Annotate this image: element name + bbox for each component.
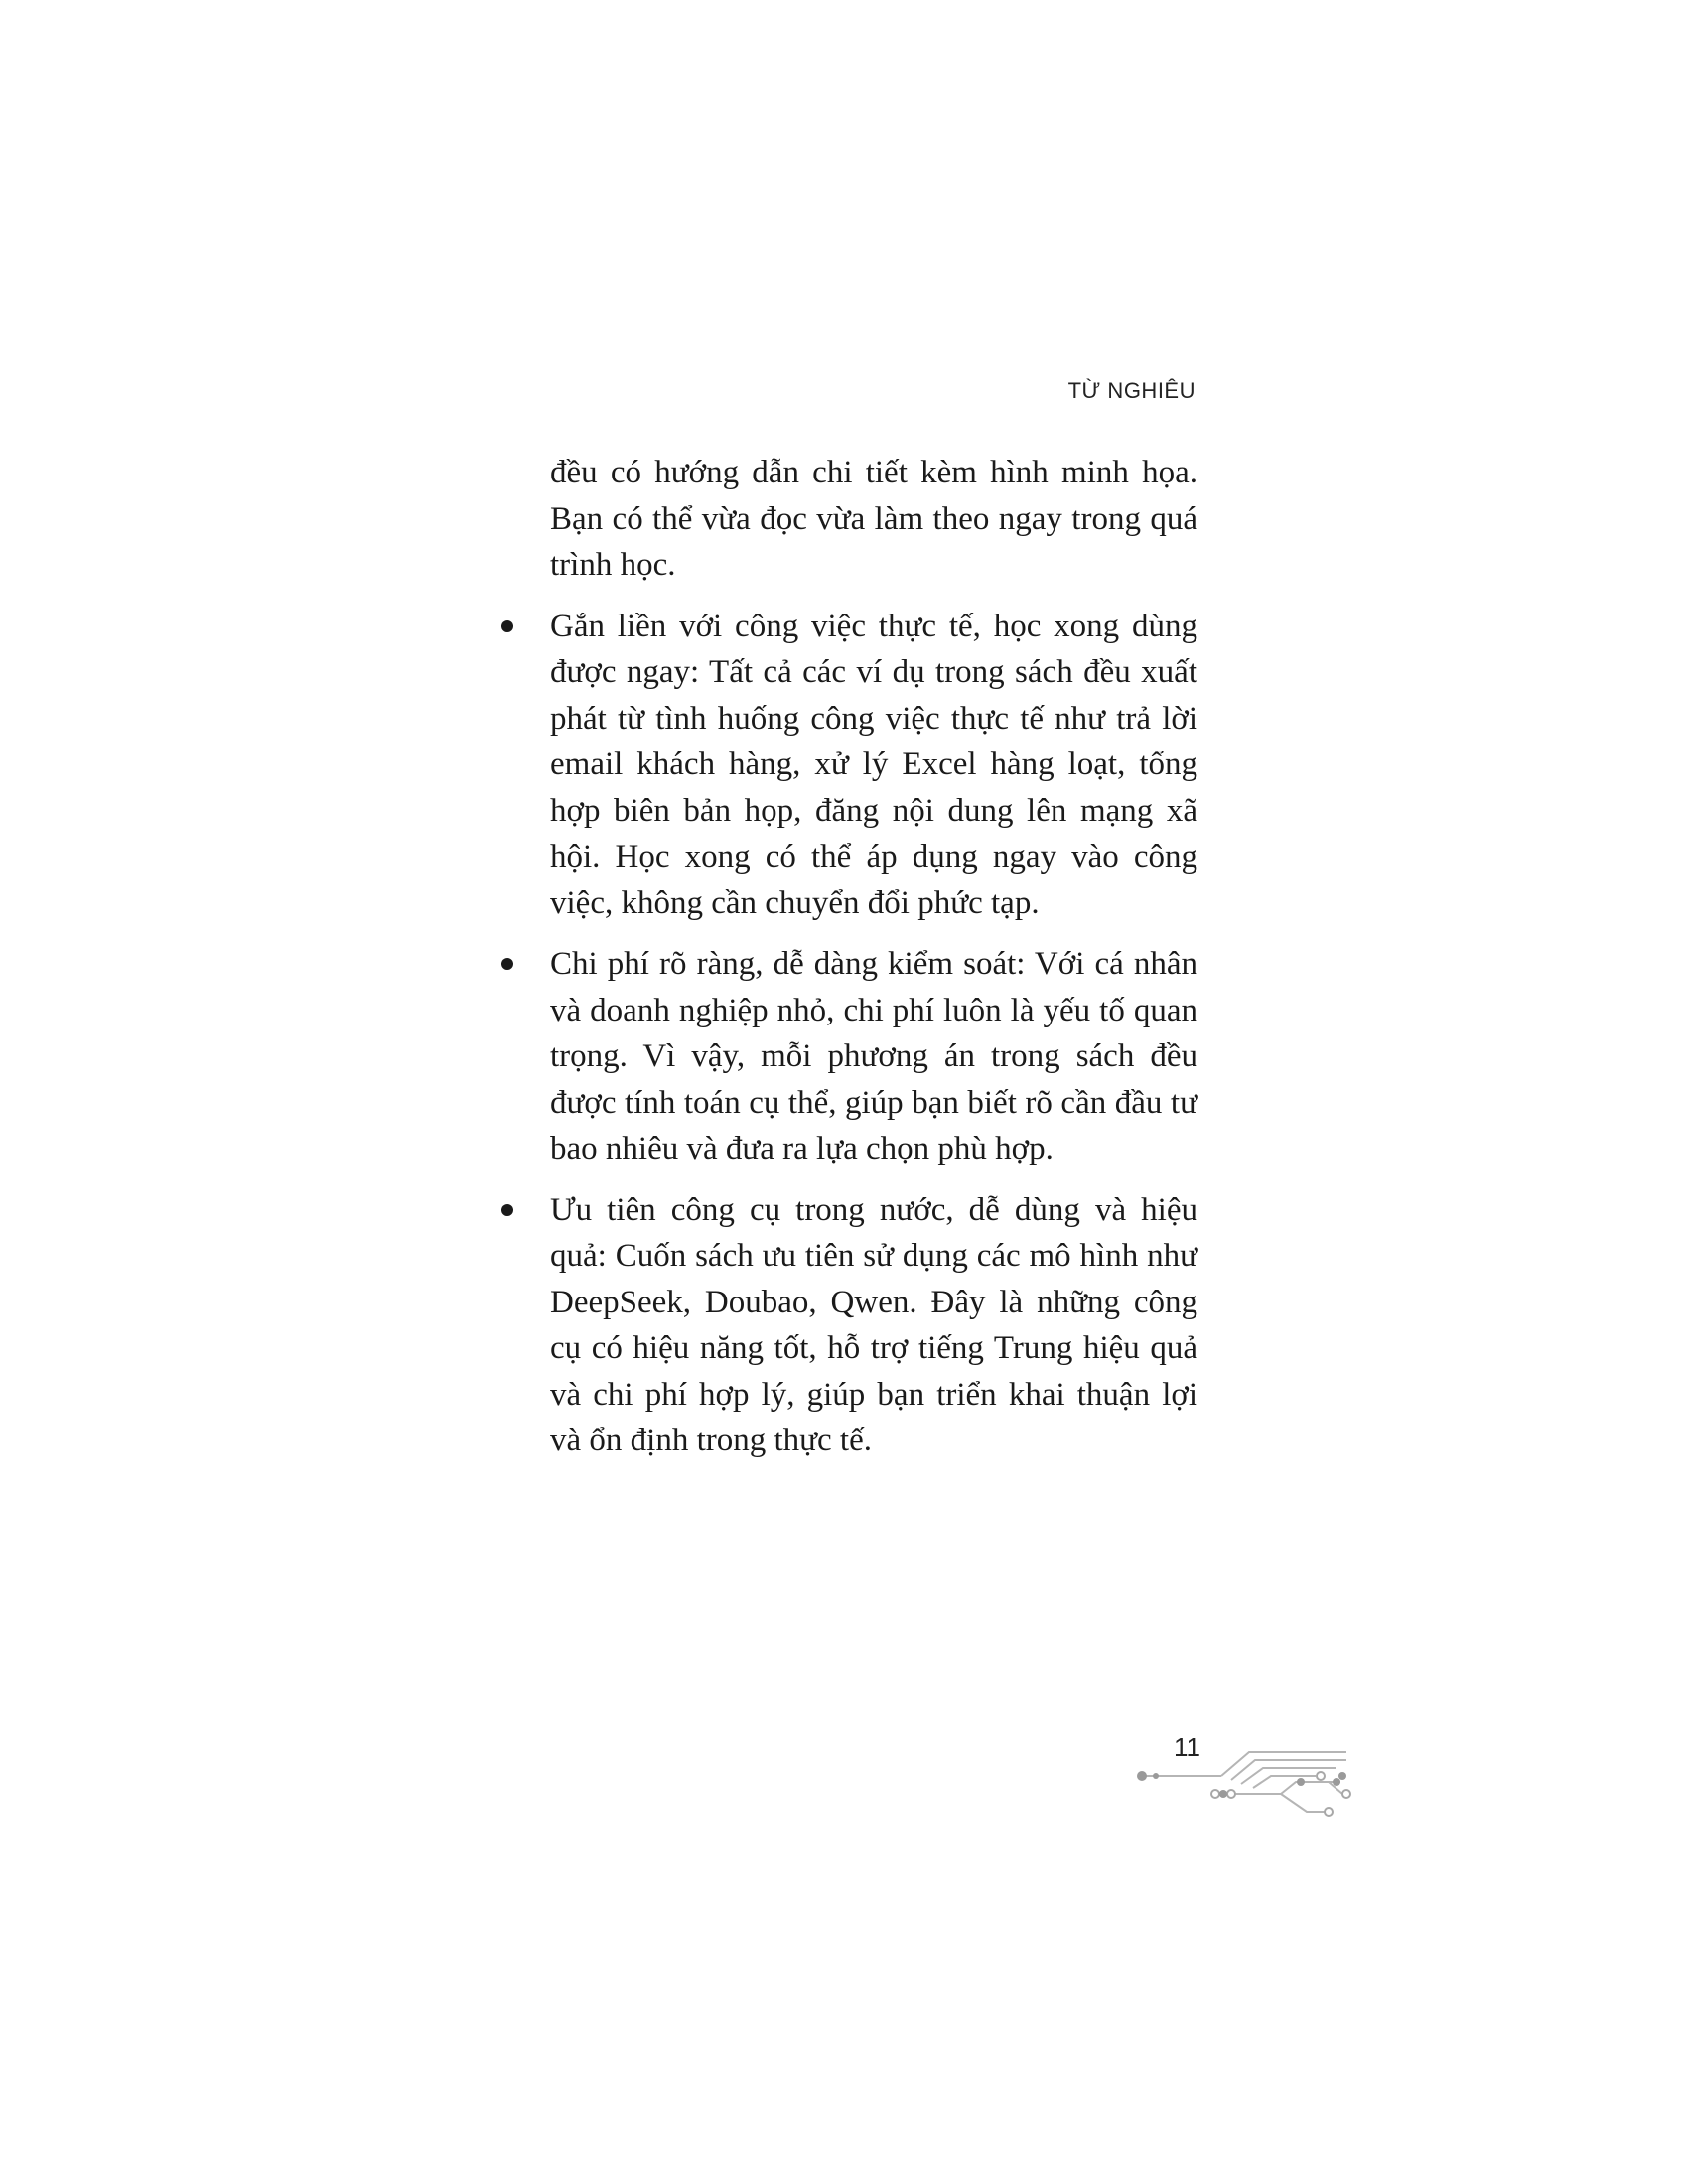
bullet-list <box>550 604 1197 1464</box>
circuit-lines-icon <box>1132 1722 1370 1822</box>
list-item-text: Gắn liền với công việc thực tế, học xong dùng được ngay: Tất cả các ví dụ trong sách đều xuất phát từ tình huống công việc thực tế như trả lời email khách hàng, xử lý Excel hàng loạt, tổng hợp biên bản họp, đăng nội dung lên mạng xã hội. Học xong có thể áp dụng ngay vào công việc, không cần chuyển đổi phức tạp. <box>550 608 1197 921</box>
page-number: 11 <box>1174 1732 1200 1762</box>
list-item <box>550 604 1197 927</box>
list-item-text: Ưu tiên công cụ trong nước, dễ dùng và hiệu quả: Cuốn sách ưu tiên sử dụng các mô hình như DeepSeek, Doubao, Qwen. Đây là những công cụ có hiệu năng tốt, hỗ trợ tiếng Trung hiệu quả và chi phí hợp lý, giúp bạn triển khai thuận lợi và ổn định trong thực tế. <box>550 1191 1197 1458</box>
bullet-icon <box>501 958 513 970</box>
list-item-text: Chi phí rõ ràng, dễ dàng kiểm soát: Với cá nhân và doanh nghiệp nhỏ, chi phí luôn là yếu tố quan trọng. Vì vậy, mỗi phương án trong sách đều được tính toán cụ thể, giúp bạn biết rõ cần đầu tư bao nhiêu và đưa ra lựa chọn phù hợp. <box>550 946 1197 1166</box>
bullet-icon <box>501 620 513 632</box>
continuation-paragraph: đều có hướng dẫn chi tiết kèm hình minh họa. Bạn có thể vừa đọc vừa làm theo ngay trong quá trình học. <box>550 455 1197 583</box>
body-text <box>550 450 1197 1479</box>
list-item <box>550 1187 1197 1464</box>
running-header: TỪ NGHIÊU <box>1067 378 1196 403</box>
list-item <box>550 941 1197 1172</box>
bullet-icon <box>501 1204 513 1216</box>
page-footer <box>1132 1722 1370 1822</box>
